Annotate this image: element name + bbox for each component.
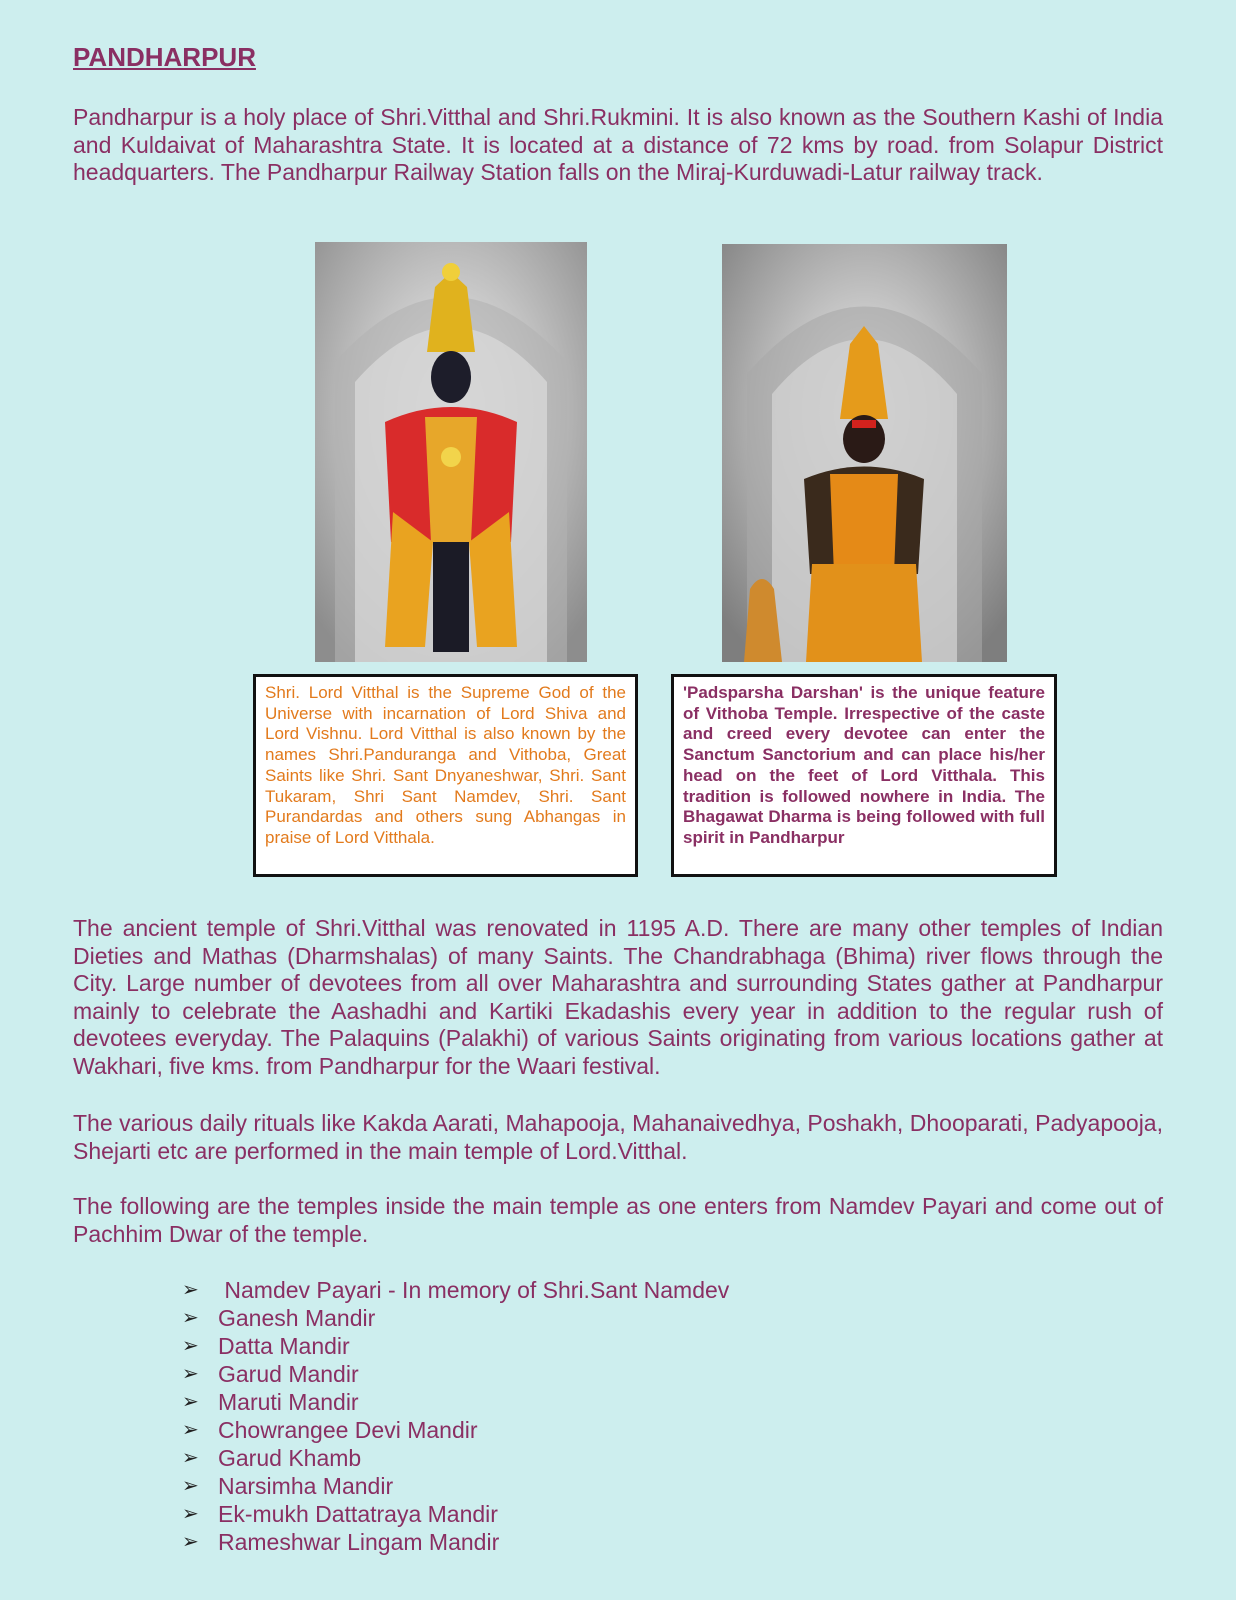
intro-paragraph: Pandharpur is a holy place of Shri.Vitthal and Shri.Rukmini. It is also known as the Southern Kashi of India and Kuldaivat of Maharashtra State. It is located at a distance of 72 kms by road. from Solapur District headquarters. The Pandharpur Railway Station falls on the Miraj-Kurduwadi-Latur railway track.	[73, 104, 1163, 185]
padsparsha-caption: 'Padsparsha Darshan' is the unique feature of Vithoba Temple. Irrespective of the caste and creed every devotee can enter the Sanctum Sanctorium and can place his/her head on the feet of Lord Vitthala. This tradition is followed nowhere in India. The Bhagawat Dharma is being followed with full spirit in Pandharpur	[671, 674, 1057, 877]
page-title: PANDHARPUR	[73, 42, 256, 72]
list-item	[182, 1528, 729, 1556]
rukmini-idol-photo	[722, 244, 1007, 662]
list-item	[182, 1472, 729, 1500]
rituals-paragraph: The various daily rituals like Kakda Aarati, Mahapooja, Mahanaivedhya, Poshakh, Dhooparati, Padyapooja, Shejarti etc are performed in the main temple of Lord.Vitthal.	[73, 1110, 1163, 1164]
temple-name: Garud Mandir	[218, 1361, 359, 1387]
temple-name: Ganesh Mandir	[218, 1305, 376, 1331]
temple-name: Chowrangee Devi Mandir	[218, 1417, 478, 1443]
list-item	[182, 1360, 729, 1388]
temple-list	[182, 1276, 729, 1556]
temple-name: Namdev Payari - In memory of Shri.Sant Namdev	[218, 1277, 730, 1303]
vitthal-idol-photo	[315, 242, 587, 662]
arrow-bullet-icon: ➢	[182, 1447, 199, 1469]
list-item	[182, 1276, 729, 1304]
arrow-bullet-icon: ➢	[182, 1307, 199, 1329]
list-item	[182, 1500, 729, 1528]
temple-name: Garud Khamb	[218, 1445, 362, 1471]
list-item	[182, 1304, 729, 1332]
history-paragraph: The ancient temple of Shri.Vitthal was renovated in 1195 A.D. There are many other temples of Indian Dieties and Mathas (Dharmshalas) of many Saints. The Chandrabhaga (Bhima) river flows through the City. Large number of devotees from all over Maharashtra and surrounding States gather at Pandharpur mainly to celebrate the Aashadhi and Kartiki Ekadashis every year in addition to the regular rush of devotees everyday. The Palaquins (Palakhi) of various Saints originating from various locations gather at Wakhari, five kms. from Pandharpur for the Waari festival.	[73, 915, 1163, 1079]
temple-name: Maruti Mandir	[218, 1389, 359, 1415]
temple-name: Rameshwar Lingam Mandir	[218, 1529, 500, 1555]
temple-name: Narsimha Mandir	[218, 1473, 394, 1499]
list-item	[182, 1332, 729, 1360]
arrow-bullet-icon: ➢	[182, 1335, 199, 1357]
vitthal-caption: Shri. Lord Vitthal is the Supreme God of the Universe with incarnation of Lord Shiva and Lord Vishnu. Lord Vitthal is also known by the names Shri.Panduranga and Vithoba, Great Saints like Shri. Sant Dnyaneshwar, Shri. Sant Tukaram, Shri Sant Namdev, Shri. Sant Purandardas and others sung Abhangas in praise of Lord Vitthala.	[253, 674, 638, 877]
arrow-bullet-icon: ➢	[182, 1503, 199, 1525]
arrow-bullet-icon: ➢	[182, 1391, 199, 1413]
list-item	[182, 1444, 729, 1472]
arrow-bullet-icon: ➢	[182, 1363, 199, 1385]
list-intro-paragraph: The following are the temples inside the main temple as one enters from Namdev Payari and come out of Pachhim Dwar of the temple.	[73, 1193, 1163, 1247]
list-item	[182, 1416, 729, 1444]
arrow-bullet-icon: ➢	[182, 1419, 199, 1441]
temple-name: Ek-mukh Dattatraya Mandir	[218, 1501, 498, 1527]
arrow-bullet-icon: ➢	[182, 1279, 199, 1301]
arrow-bullet-icon: ➢	[182, 1531, 199, 1553]
arrow-bullet-icon: ➢	[182, 1475, 199, 1497]
temple-name: Datta Mandir	[218, 1333, 350, 1359]
list-item	[182, 1388, 729, 1416]
